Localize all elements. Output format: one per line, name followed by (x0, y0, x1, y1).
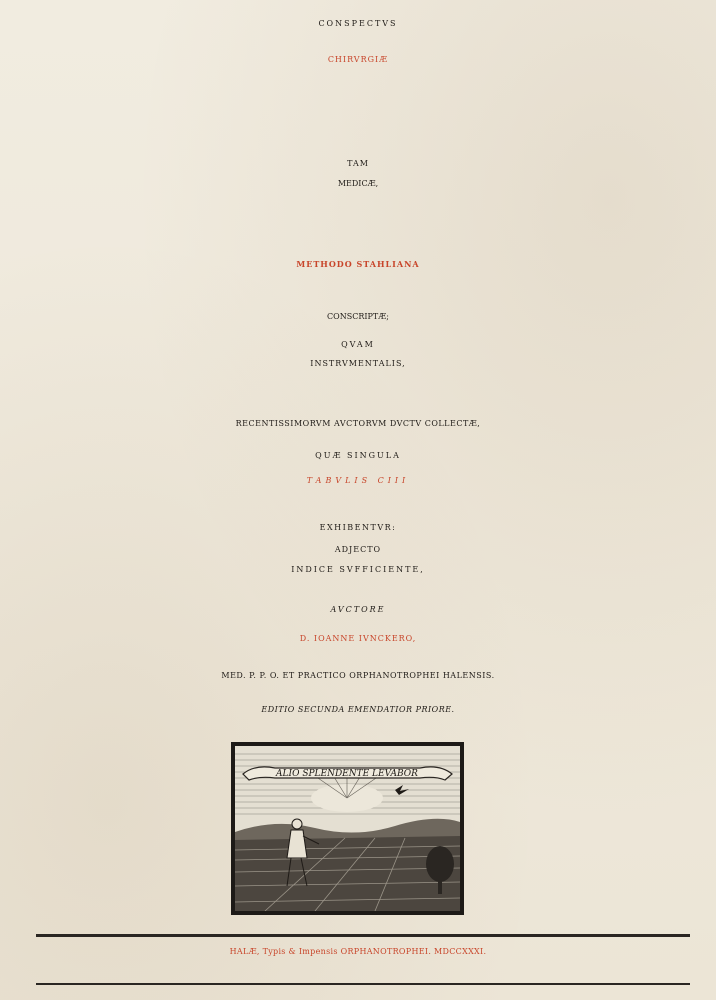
title-recentissimorum: RECENTISSIMORVM AVCTORVM DVCTV COLLECTÆ, (235, 419, 481, 428)
title-conspectus: CONSPECTVS (318, 19, 398, 28)
title-methodo-stahliana: METHODO STAHLIANA (296, 259, 420, 269)
title-chirurgiae: CHIRVRGIÆ (327, 55, 389, 64)
printers-vignette (231, 742, 464, 915)
edition-statement: EDITIO SECUNDA EMENDATIOR PRIORE. (261, 705, 455, 714)
vignette-motto: ALIO SPLENDENTE LEVABOR (276, 769, 418, 779)
title-tam: TAM (347, 159, 369, 168)
title-quae-singula: QUÆ SINGULA (315, 451, 401, 460)
imprint-line: HALÆ, Typis & Impensis ORPHANOTROPHEI. MDCCXXXI. (229, 947, 487, 956)
title-adjecto: ADJECTO (334, 545, 382, 554)
imprint-rule-bottom (36, 983, 690, 985)
imprint-rule-top (36, 934, 690, 937)
title-exhibentur: EXHIBENTVR: (319, 523, 397, 532)
title-medicae: MEDICÆ, (337, 179, 379, 188)
title-conscriptae: CONSCRIPTÆ; (327, 312, 389, 321)
title-auctore: AVCTORE (330, 605, 386, 614)
title-instrumentalis: INSTRVMENTALIS, (310, 359, 406, 368)
title-quam: QVAM (341, 340, 375, 349)
author-affiliation: MED. P. P. O. ET PRACTICO ORPHANOTROPHEI HALENSIS. (221, 671, 495, 680)
author-name: D. IOANNE IVNCKERO, (299, 634, 417, 643)
title-indice: INDICE SVFFICIENTE, (291, 565, 425, 574)
title-tabulis: TABVLIS CIII (306, 476, 410, 485)
